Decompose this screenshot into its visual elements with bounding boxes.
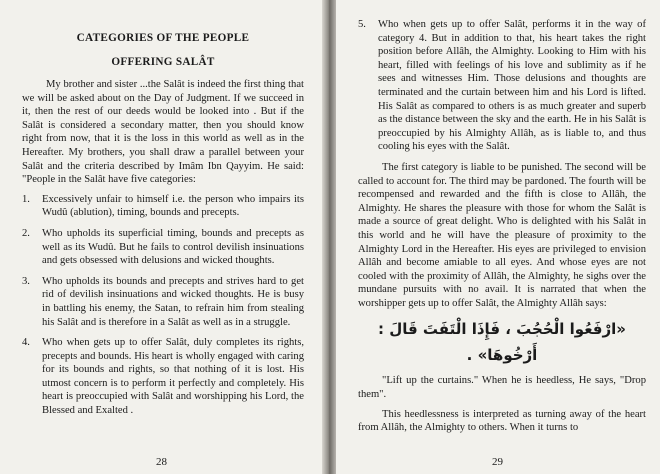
intro-paragraph: My brother and sister ...the Salât is indeed the first thing that we will be asked about on the Day of Judgment. If we succeed in it, then the rest of our deeds would be looked into . But if the Salât is considered a secondary matter, then you should know right from now, that it is the loss in this world as well as in the Hereafter. My brothers, you shall draw a parallel between your Salât and the criteria described by Imâm Ibn Qayyim. He said: "People in the Salât have five categories: [22, 79, 304, 186]
list-item [22, 336, 304, 418]
list-item [22, 193, 304, 220]
list-item-number: 5. [358, 19, 366, 30]
page-number-right: 29 [492, 456, 503, 468]
list-item-number: 1. [22, 193, 30, 205]
list-item [358, 18, 646, 154]
list-item [22, 275, 304, 329]
list-item-number: 3. [22, 275, 30, 287]
chapter-title-line1: CATEGORIES OF THE PEOPLE [76, 32, 250, 44]
list-item-number: 4. [22, 337, 30, 349]
chapter-title-line2: OFFERING SALÂT [111, 56, 215, 68]
list-item [22, 227, 304, 268]
category-list [22, 193, 304, 418]
page-number-left: 28 [156, 456, 167, 468]
body-paragraph: The first category is liable to be punished. The second will be called to account for. The third may be pardoned. The fourth will be recompensed and rewarded and the fifth is close to Allâh, the Almighty. He shares the pleasure with those for whom the Salât is made a source of great delight. Who is delighted with his Salât in this world and he will have the pleasure of proximity to the Almighty Lord in the Hereafter. His eyes are privileged to envision Allâh and become amiable to all eyes. And whose eyes are not cooled with the proximity of Allâh, the Almighty, he sighs over the mundane pursuits with no avail. It is narrated that when the worshipper gets up to offer Salât, the Almighty Allâh says: [358, 161, 646, 309]
category-list-continued [358, 18, 646, 154]
arabic-quote: «ارْفَعُوا الْحُجُبَ ، فَإِذَا الْتَفَتَ قَالَ : أَرْخُوهَا» . [378, 320, 626, 365]
book-gutter [322, 0, 336, 474]
body-paragraph-continued: This heedlessness is interpreted as turning away of the heart from Allâh, the Almighty to others. When it turns to [358, 408, 646, 434]
left-page [0, 0, 322, 474]
list-item-text: Who upholds its superficial timing, bounds and precepts as well as its Wudû. But he fails to control devilish insinuations and gets obsessed with delusions and wicked thoughts. [42, 227, 304, 267]
list-item-text: Who when gets up to offer Salât, performs it in the way of category 4. But in addition to that, his heart takes the right position before Allâh, the Almighty. Looking to Him with his heart, filled with feelings of his love and sublimity as if he sees and witnesses Him. Those delusions and thoughts are terminated and the curtain between him and his Lord is lifted. His Salât as compared to others is as much greater and superb as the distance between the sky and the earth. He in his Salât is preoccupied by his Almighty Allâh, as is liable to, and thus cooling his eyes with the Salât. [378, 19, 646, 153]
quote-translation: "Lift up the curtains." When he is heedless, He says, "Drop them". [358, 375, 646, 401]
right-page [336, 0, 660, 474]
list-item-text: Excessively unfair to himself i.e. the person who impairs its Wudû (ablution), timing, bounds and precepts. [42, 193, 304, 219]
list-item-text: Who upholds its bounds and precepts and strives hard to get rid of devilish insinuations and wicked thoughts. He is busy in battling his enemy, the Satan, to refrain him from stealing his Salât and is therefore in a Salât as well as in a struggle. [42, 275, 304, 328]
list-item-text: Who when gets up to offer Salât, duly completes its rights, precepts and bounds. His heart is wholly engaged with caring for its bounds and rights, so that nothing of it is lost. His utmost concern is to perform it perfectly and completely. His heart is preoccupied with Salât and worshipping his Lord, the Blessed and Exalted . [42, 337, 304, 417]
list-item-number: 2. [22, 227, 30, 239]
